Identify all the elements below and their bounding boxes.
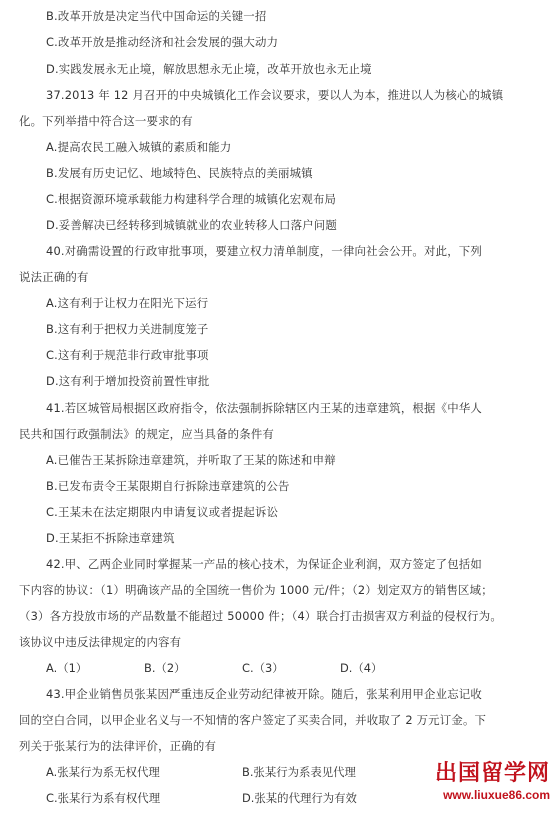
q37-option-d: D.妥善解决已经转移到城镇就业的农业转移人口落户问题 [46,218,337,232]
q37-option-b: B.发展有历史记忆、地域特色、民族特点的美丽城镇 [46,166,313,180]
q40-option-a: A.这有利于让权力在阳光下运行 [46,296,209,310]
q36-option-c: C.改革开放是推动经济和社会发展的强大动力 [46,35,279,49]
q40-option-b: B.这有利于把权力关进制度笼子 [46,322,209,336]
q37-option-a: A.提高农民工融入城镇的素质和能力 [46,140,232,154]
q42-option-c: C.（3） [242,661,284,675]
q43-option-a: A.张某行为系无权代理 [46,765,160,779]
q43-option-c: C.张某行为系有权代理 [46,791,161,805]
q42-stem-line1: 42.甲、乙两企业同时掌握某一产品的核心技术，为保证企业利润，双方签定了包括如 [46,557,482,571]
q40-stem-line2: 说法正确的有 [19,270,89,284]
q42-stem-line2: 下内容的协议：（1）明确该产品的全国统一售价为 1000 元/件；（2）划定双方的销售区域； [19,583,493,597]
q36-option-b: B.改革开放是决定当代中国命运的关键一招 [46,9,267,23]
q42-stem-line4: 该协议中违反法律规定的内容有 [19,635,182,649]
q43-options-row2 [46,791,446,805]
q40-option-d: D.这有利于增加投资前置性审批 [46,374,210,388]
q42-option-d: D.（4） [340,661,383,675]
q43-stem-line3: 列关于张某行为的法律评价，正确的有 [19,739,217,753]
q42-stem-line3: （3）各方投放市场的产品数量不能超过 50000 件；（4）联合打击损害双方利益的侵权行为。 [19,609,502,623]
q43-stem-line1: 43.甲企业销售员张某因严重违反企业劳动纪律被开除。随后，张某利用甲企业忘记收 [46,687,482,701]
q43-options-row1 [46,765,446,779]
q37-option-c: C.根据资源环境承载能力构建科学合理的城镇化宏观布局 [46,192,337,206]
q43-option-d: D.张某的代理行为有效 [242,791,357,805]
q41-option-c: C.王某未在法定期限内申请复议或者提起诉讼 [46,505,279,519]
q43-stem-line2: 回的空白合同，以甲企业名义与一不知情的客户签定了买卖合同，并收取了 2 万元订金。下 [19,713,487,727]
q41-option-d: D.王某拒不拆除违章建筑 [46,531,175,545]
q37-stem-line1: 37.2013 年 12 月召开的中央城镇化工作会议要求，要以人为本，推进以人为核心的城镇 [46,88,504,102]
q42-option-a: A.（1） [46,661,88,675]
site-watermark [410,761,550,809]
q37-stem-line2: 化。下列举措中符合这一要求的有 [19,114,193,128]
q42-options-row [46,661,466,675]
q41-option-a: A.已催告王某拆除违章建筑，并听取了王某的陈述和申辩 [46,453,336,467]
q36-option-d: D.实践发展永无止境，解放思想永无止境，改革开放也永无止境 [46,62,372,76]
q42-option-b: B.（2） [144,661,186,675]
q41-stem-line2: 民共和国行政强制法》的规定，应当具备的条件有 [19,427,274,441]
q40-option-c: C.这有利于规范非行政审批事项 [46,348,209,362]
q40-stem-line1: 40.对确需设置的行政审批事项，要建立权力清单制度，一律向社会公开。对此，下列 [46,244,482,258]
q43-option-b: B.张某行为系表见代理 [242,765,356,779]
q41-stem-line1: 41.若区城管局根据区政府指令，依法强制拆除辖区内王某的违章建筑，根据《中华人 [46,401,482,415]
watermark-title: 出国留学网 [434,761,550,786]
watermark-url: www.liuxue86.com [443,788,550,802]
q41-option-b: B.已发布责令王某限期自行拆除违章建筑的公告 [46,479,290,493]
